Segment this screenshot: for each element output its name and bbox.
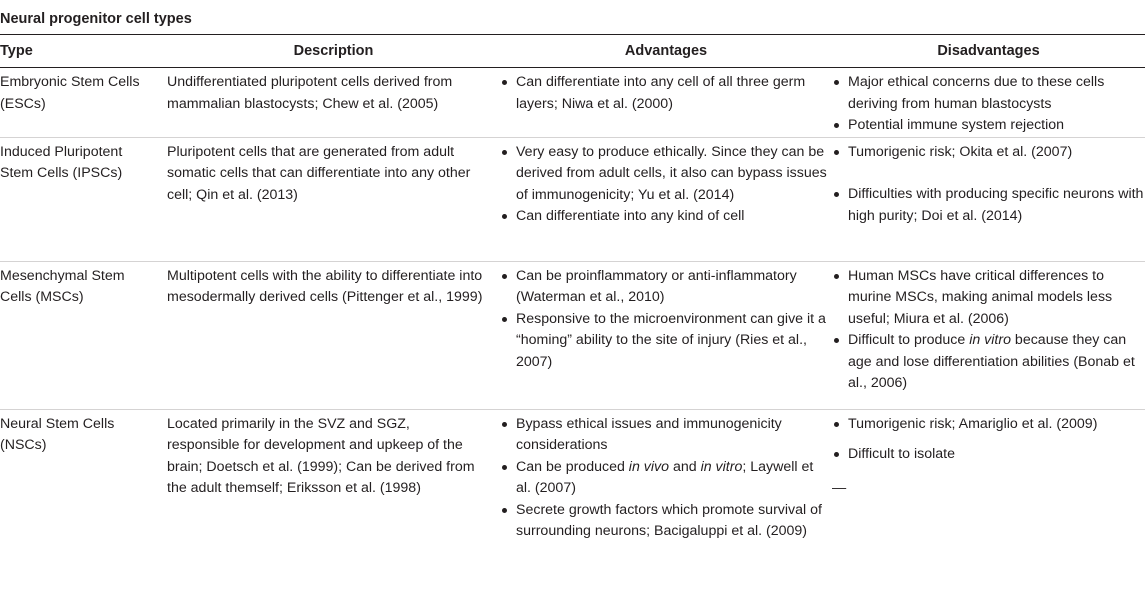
advantage-text-a: Can be produced — [516, 458, 629, 475]
spacer — [832, 163, 1145, 184]
description-cell — [167, 261, 500, 409]
disadvantages-cell — [832, 261, 1145, 409]
disadvantages-list — [832, 266, 1145, 395]
description-cell — [167, 137, 500, 261]
disadvantage-item: Major ethical concerns due to these cells deriving from human blastocysts — [832, 72, 1145, 115]
table-body — [0, 68, 1145, 564]
table-header — [0, 35, 1145, 68]
table-row — [0, 409, 1145, 563]
disadvantages-cell — [832, 409, 1145, 563]
disadvantage-item — [832, 163, 1145, 184]
disadvantage-text-a: Difficult to produce — [848, 332, 970, 348]
table-title: Neural progenitor cell types — [0, 11, 192, 27]
empty-dash: — — [832, 479, 847, 496]
header-description: Description — [167, 35, 500, 68]
disadvantage-item — [832, 330, 1145, 395]
cell-types-table — [0, 34, 1145, 563]
advantage-item: Very easy to produce ethically. Since they can be derived from adult cells, it also can bypass issues of immunogenicity; Yu et al. (2014) — [500, 142, 832, 207]
disadvantage-item: Tumorigenic risk; Amariglio et al. (2009) — [832, 414, 1145, 436]
disadvantage-item: Tumorigenic risk; Okita et al. (2007) — [832, 142, 1145, 164]
disadvantages-cell — [832, 68, 1145, 138]
advantage-text-b: ; Laywell et al. (2007) — [516, 458, 814, 496]
description-cell — [167, 409, 500, 563]
disadvantages-list — [832, 414, 1145, 466]
type-text: Embryonic Stem Cells (ESCs) — [0, 74, 140, 112]
advantages-cell — [500, 409, 832, 563]
advantage-text-italic: in vivo — [628, 458, 670, 475]
advantage-item: Can differentiate into any kind of cell — [500, 206, 832, 228]
advantages-list — [500, 72, 832, 115]
advantages-cell — [500, 137, 832, 261]
disadvantage-text-b: because they can age and lose differentiation abilities (Bonab et al., 2006) — [848, 332, 1135, 391]
advantages-cell — [500, 68, 832, 138]
table-row — [0, 261, 1145, 409]
advantage-item: Bypass ethical issues and immunogenicity considerations — [500, 414, 832, 457]
advantage-item: Can differentiate into any cell of all three germ layers; Niwa et al. (2000) — [500, 72, 832, 115]
advantage-item: Secrete growth factors which promote survival of surrounding neurons; Bacigaluppi et al. (2009) — [500, 500, 832, 543]
description-text: Undifferentiated pluripotent cells derived from mammalian blastocysts; Chew et al. (2005) — [167, 74, 453, 112]
advantages-list — [500, 266, 832, 374]
disadvantage-item: Difficult to isolate — [832, 444, 1145, 466]
disadvantage-text-italic: in vitro — [969, 332, 1011, 348]
type-cell — [0, 409, 167, 563]
table-row — [0, 137, 1145, 261]
type-cell — [0, 137, 167, 261]
advantage-item: Responsive to the microenvironment can give it a “homing” ability to the site of injury (Ries et al., 2007) — [500, 309, 832, 374]
disadvantage-item: Human MSCs have critical differences to murine MSCs, making animal models less useful; Miura et al. (2006) — [832, 266, 1145, 331]
header-type: Type — [0, 35, 167, 68]
disadvantage-item: Potential immune system rejection — [832, 115, 1145, 137]
type-text: Neural Stem Cells (NSCs) — [0, 415, 115, 453]
advantage-item: Can be proinflammatory or anti-inflammatory (Waterman et al., 2010) — [500, 266, 832, 309]
description-text: Pluripotent cells that are generated from adult somatic cells that can differentiate into any other cell; Qin et al. (2013) — [167, 143, 471, 203]
header-advantages: Advantages — [500, 35, 832, 68]
disadvantages-list — [832, 142, 1145, 228]
advantage-text-italic: in vitro — [700, 458, 743, 475]
table-row — [0, 68, 1145, 138]
type-text: Induced Pluripotent Stem Cells (IPSCs) — [0, 143, 123, 181]
advantage-item — [500, 457, 832, 500]
disadvantages-list — [832, 72, 1145, 137]
disadvantages-cell — [832, 137, 1145, 261]
disadvantage-item: Difficulties with producing specific neurons with high purity; Doi et al. (2014) — [832, 184, 1145, 227]
description-cell — [167, 68, 500, 138]
header-disadvantages: Disadvantages — [832, 35, 1145, 68]
description-text: Multipotent cells with the ability to differentiate into mesodermally derived cells (Pittenger et al., 1999) — [167, 267, 483, 305]
type-text: Mesenchymal Stem Cells (MSCs) — [0, 267, 125, 305]
description-text: Located primarily in the SVZ and SGZ, responsible for development and upkeep of the brain; Doetsch et al. (1999); Can be derived from the adult themself; Eriksson et al. (1998) — [167, 415, 475, 496]
header-row — [0, 35, 1145, 68]
advantages-list — [500, 142, 832, 228]
advantage-text-mid: and — [669, 458, 701, 475]
type-cell — [0, 261, 167, 409]
advantages-list — [500, 414, 832, 543]
advantages-cell — [500, 261, 832, 409]
type-cell — [0, 68, 167, 138]
